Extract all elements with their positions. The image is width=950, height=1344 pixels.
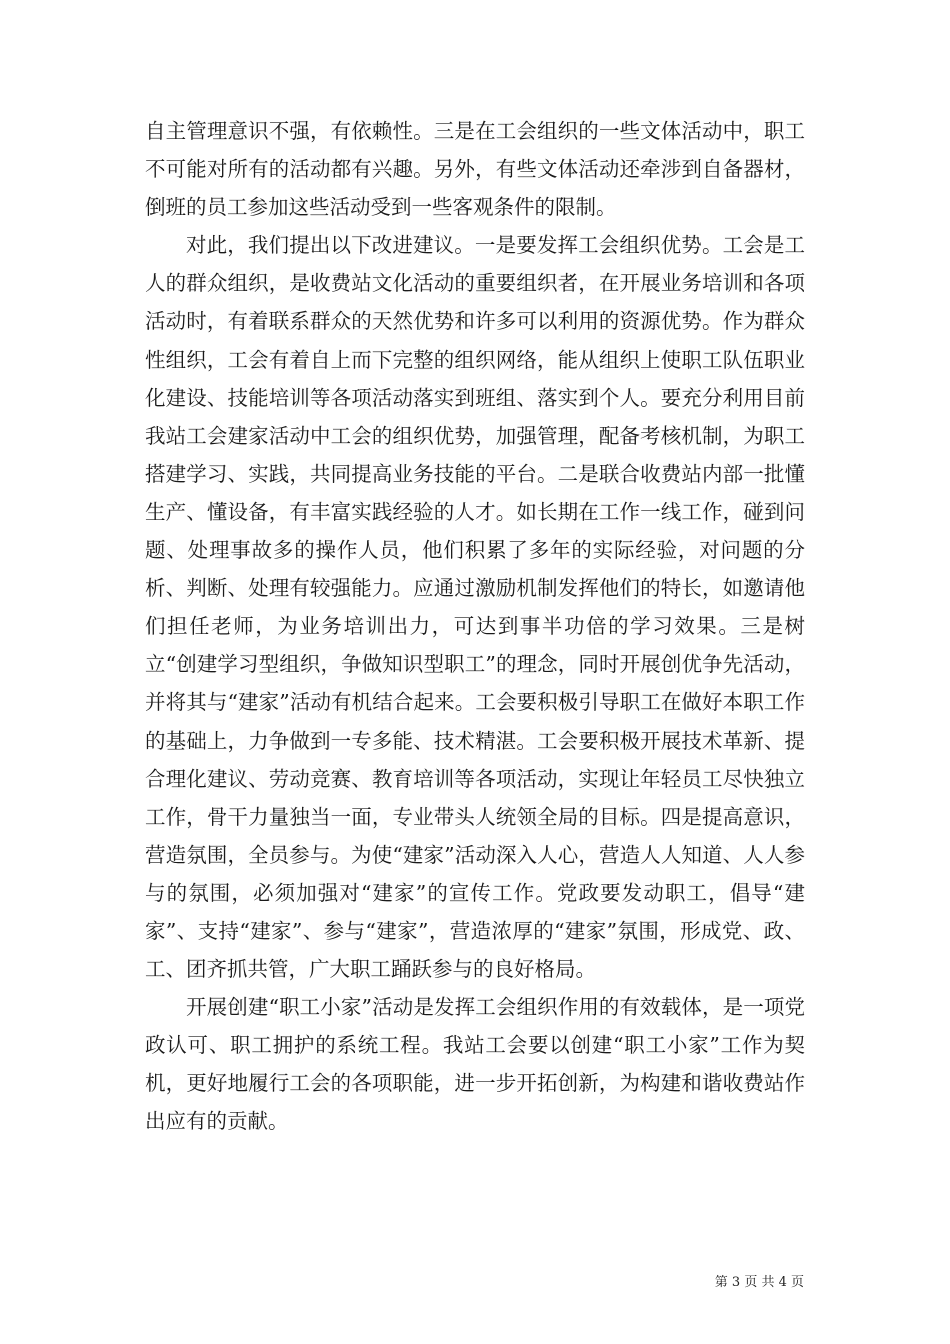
paragraph-conclusion: 开展创建“职工小家”活动是发挥工会组织作用的有效载体，是一项党政认可、职工拥护的系统工程。我站工会要以创建“职工小家”工作为契机，更好地履行工会的各项职能，进一步开拓创新，为构建和谐收费站作出应有的贡献。 <box>145 995 805 1134</box>
paragraph-continuation: 自主管理意识不强，有依赖性。三是在工会组织的一些文体活动中，职工不可能对所有的活动都有兴趣。另外，有些文体活动还牵涉到自备器材，倒班的员工参加这些活动受到一些客观条件的限制。 <box>145 119 805 220</box>
paragraph-suggestions: 对此，我们提出以下改进建议。一是要发挥工会组织优势。工会是工人的群众组织，是收费站文化活动的重要组织者，在开展业务培训和各项活动时，有着联系群众的天然优势和许多可以利用的资源优势。作为群众性组织，工会有着自上而下完整的组织网络，能从组织上使职工队伍职业化建设、技能培训等各项活动落实到班组、落实到个人。要充分利用目前我站工会建家活动中工会的组织优势，加强管理，配备考核机制，为职工搭建学习、实践，共同提高业务技能的平台。二是联合收费站内部一批懂生产、懂设备，有丰富实践经验的人才。如长期在工作一线工作，碰到问题、处理事故多的操作人员，他们积累了多年的实际经验，对问题的分析、判断、处理有较强能力。应通过激励机制发挥他们的特长，如邀请他们担任老师，为业务培训出力，可达到事半功倍的学习效果。三是树立“创建学习型组织，争做知识型职工”的理念，同时开展创优争先活动，并将其与“建家”活动有机结合起来。工会要积极引导职工在做好本职工作的基础上，力争做到一专多能、技术精湛。工会要积极开展技术革新、提合理化建议、劳动竞赛、教育培训等各项活动，实现让年轻员工尽快独立工作，骨干力量独当一面，专业带头人统领全局的目标。四是提高意识，营造氛围，全员参与。为使“建家”活动深入人心，营造人人知道、人人参与的氛围，必须加强对“建家”的宣传工作。党政要发动职工，倡导“建家”、支持“建家”、参与“建家”，营造浓厚的“建家”氛围，形成党、政、工、团齐抓共管，广大职工踊跃参与的良好格局。 <box>145 233 805 982</box>
page-number-footer: 第 3 页 共 4 页 <box>714 1275 804 1290</box>
document-page <box>145 112 805 1141</box>
